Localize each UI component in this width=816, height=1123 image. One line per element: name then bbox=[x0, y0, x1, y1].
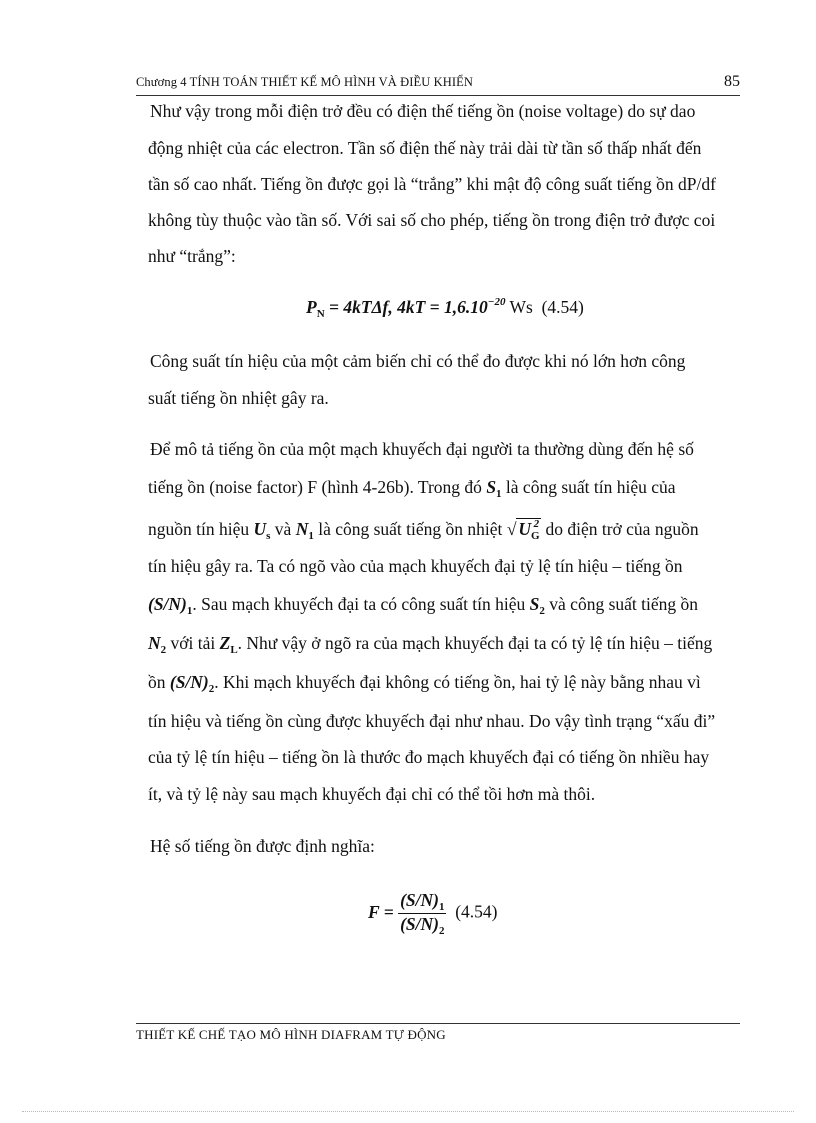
text-span: và bbox=[274, 519, 292, 539]
text-line bbox=[148, 596, 698, 617]
page-number: 85 bbox=[724, 73, 740, 90]
text-span: . Khi mạch khuyếch đại không có tiếng ồn, hai tỷ lệ này bằng nhau vì bbox=[214, 672, 701, 692]
fraction: $\frac{(S/N)_1}{(S/N)_2}$ bbox=[400, 890, 445, 937]
text-span: nguồn tín hiệu bbox=[148, 519, 250, 539]
text-line bbox=[148, 635, 712, 656]
text-span: và công suất tiếng ồn bbox=[549, 594, 698, 614]
text-line: suất tiếng ồn nhiệt gây ra. bbox=[148, 388, 329, 408]
text-line: như “trắng”: bbox=[148, 246, 236, 266]
symbol-S2: $S_2$ bbox=[529, 594, 545, 617]
page-footer: THIẾT KẾ CHẾ TẠO MÔ HÌNH DIAFRAM TỰ ĐỘNG bbox=[136, 1027, 446, 1042]
text-line: tần số cao nhất. Tiếng ồn được gọi là “trắng” khi mật độ công suất tiếng ồn dP/df bbox=[148, 174, 716, 194]
chapter-title: Chương 4 TÍNH TOÁN THIẾT KẾ MÔ HÌNH VÀ ĐIỀU KHIỂN bbox=[136, 75, 474, 89]
text-line: Như vậy trong mỗi điện trở đều có điện thế tiếng ồn (noise voltage) do sự dao bbox=[150, 101, 696, 121]
formula-noise-factor: F = $\frac{(S/N)_1}{(S/N)_2}$ bbox=[368, 890, 445, 937]
symbol-SN1: $(S/N)_1$ bbox=[148, 594, 193, 617]
text-span: . Sau mạch khuyếch đại ta có công suất tín hiệu bbox=[192, 594, 526, 614]
formula-noise-power: $P_N = 4kT\Delta f$, $4kT = 1,6.10^{-20}$ bbox=[306, 296, 506, 320]
text-line bbox=[148, 518, 699, 542]
page-edge-divider bbox=[22, 1111, 794, 1112]
symbol-sqrt-UG2: √ $U_G^2$ bbox=[506, 518, 540, 542]
text-span: ồn bbox=[148, 672, 166, 692]
text-span: là công suất tiếng ồn nhiệt bbox=[318, 519, 503, 539]
text-span: do điện trở của nguồn bbox=[545, 519, 699, 539]
symbol-N1: $N_1$ bbox=[295, 519, 314, 542]
footer-divider bbox=[136, 1023, 740, 1024]
text-line bbox=[148, 674, 701, 695]
symbol-ZL: $Z_L$ bbox=[219, 633, 238, 656]
text-span: . Như vậy ở ngõ ra của mạch khuyếch đại ta có tỷ lệ tín hiệu – tiếng bbox=[237, 633, 713, 653]
unit: Ws bbox=[509, 297, 533, 317]
equation-4-54-b bbox=[368, 890, 498, 937]
text-line bbox=[148, 479, 676, 500]
text-line: Để mô tả tiếng ồn của một mạch khuyếch đại người ta thường dùng đến hệ số bbox=[150, 439, 694, 459]
text-span: tiếng ồn (noise factor) F (hình 4-26b). Trong đó bbox=[148, 477, 482, 497]
equation-4-54-a bbox=[306, 296, 584, 320]
text-line: động nhiệt của các electron. Tần số điện thế này trải dài từ tần số thấp nhất đến bbox=[148, 138, 702, 158]
symbol-N2: $N_2$ bbox=[148, 633, 167, 656]
text-line: của tỷ lệ tín hiệu – tiếng ồn là thước đo mạch khuyếch đại có tiếng ồn nhiều hay bbox=[148, 747, 710, 767]
text-line: Hệ số tiếng ồn được định nghĩa: bbox=[150, 836, 375, 856]
text-span: với tải bbox=[170, 633, 216, 653]
equation-label: (4.54) bbox=[541, 297, 584, 317]
symbol-SN2: $(S/N)_2$ bbox=[169, 672, 215, 695]
text-line: tín hiệu gây ra. Ta có ngõ vào của mạch khuyếch đại tỷ lệ tín hiệu – tiếng ồn bbox=[148, 556, 683, 576]
text-line: ít, và tỷ lệ này sau mạch khuyếch đại chỉ có thể tồi hơn mà thôi. bbox=[148, 784, 596, 804]
equation-label: (4.54) bbox=[455, 901, 498, 922]
text-line: tín hiệu và tiếng ồn cùng được khuyếch đại như nhau. Do vậy tình trạng “xấu đi” bbox=[148, 711, 716, 731]
page-header bbox=[136, 73, 740, 96]
symbol-Us: $U_s$ bbox=[253, 519, 271, 542]
symbol-S1: $S_1$ bbox=[486, 477, 502, 500]
text-line: không tùy thuộc vào tần số. Với sai số cho phép, tiếng ồn trong điện trở được coi bbox=[148, 210, 716, 230]
text-line: Công suất tín hiệu của một cảm biến chỉ có thể đo được khi nó lớn hơn công bbox=[150, 351, 686, 371]
text-span: là công suất tín hiệu của bbox=[505, 477, 676, 497]
